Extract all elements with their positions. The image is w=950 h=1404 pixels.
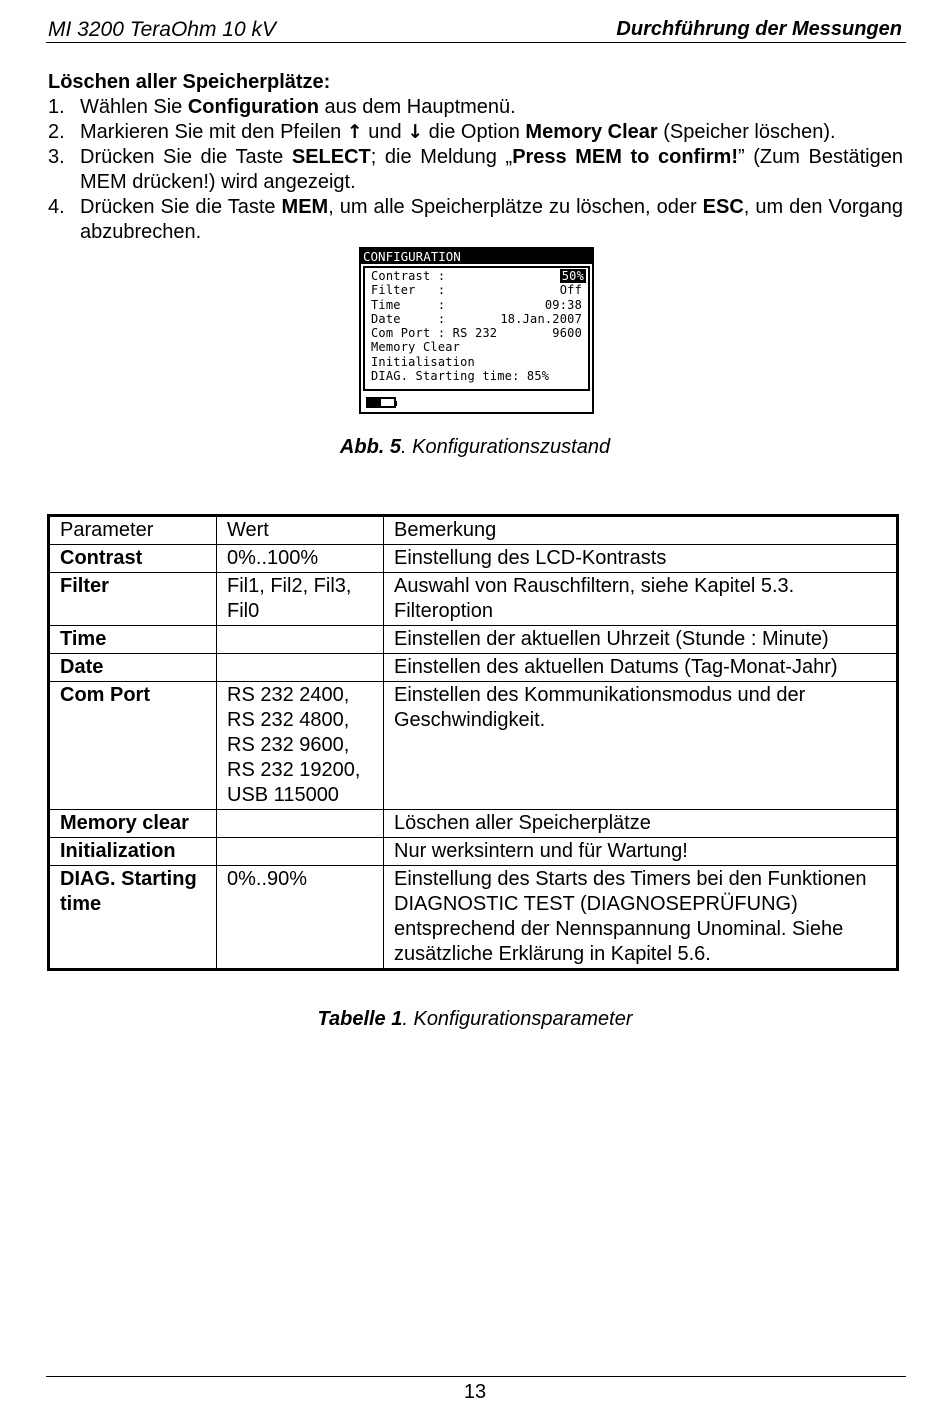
table-cell-value: RS 232 2400, RS 232 4800, RS 232 9600, RS 232 19200, USB 115000 [217, 682, 384, 810]
step-item [48, 145, 903, 195]
step-text: Markieren Sie mit den Pfeilen [80, 121, 347, 143]
table-caption-label: Tabelle 1 [317, 1008, 403, 1030]
table-cell-param: Filter [49, 573, 217, 626]
lcd-row-label: Initialisation [371, 354, 475, 369]
table-cell-remark: Nur werksintern und für Wartung! [384, 838, 898, 866]
lcd-row-value: 50% [561, 269, 584, 283]
battery-level [368, 399, 381, 406]
lcd-row-diag [371, 369, 588, 383]
config-parameters-table [47, 514, 899, 971]
table-cell-remark: Einstellung des Starts des Timers bei den Funktionen DIAGNOSTIC TEST (DIAGNOSEPRÜFUNG) entsprechend der Nennspannung Unominal. Siehe zusätzliche Erklärung in Kapitel 5.6. [384, 866, 898, 970]
step-text: und [362, 121, 408, 143]
battery-tip [394, 401, 397, 406]
table-cell-value [217, 626, 384, 654]
table-header-cell: Wert [217, 516, 384, 545]
step-text: aus dem Hauptmenü. [318, 96, 516, 118]
step-item [48, 95, 903, 120]
lcd-row-contrast [371, 269, 588, 283]
step-number: 4. [48, 196, 65, 218]
steps-list [48, 95, 903, 245]
table-cell-param: Date [49, 654, 217, 682]
table-cell-remark: Einstellen des aktuellen Datums (Tag-Monat-Jahr) [384, 654, 898, 682]
table-caption [0, 1008, 950, 1031]
step-text: , um alle Speicherplätze zu löschen, oder [328, 196, 703, 218]
table-cell-value: Fil1, Fil2, Fil3, Fil0 [217, 573, 384, 626]
step-number: 3. [48, 146, 65, 168]
lcd-row-value: Off [559, 283, 582, 298]
step-number: 2. [48, 121, 65, 143]
lcd-row-label: Time : [371, 297, 446, 312]
step-item [48, 195, 903, 245]
table-cell-remark: Einstellung des LCD-Kontrasts [384, 545, 898, 573]
table-cell-value: 0%..90% [217, 866, 384, 970]
lcd-row-label: DIAG. Starting time: 85% [371, 369, 550, 384]
lcd-title: CONFIGURATION [361, 249, 592, 264]
figure-caption-text: . Konfigurationszustand [401, 436, 611, 458]
table-cell-param: DIAG. Starting time [49, 866, 217, 970]
step-text: ; die Meldung „ [370, 146, 513, 168]
lcd-row-label: Com Port : RS 232 [371, 326, 498, 341]
step-keyword: Configuration [187, 96, 319, 118]
table-row [49, 573, 898, 626]
lcd-row-memory-clear [371, 340, 588, 354]
step-keyword: ESC [702, 196, 744, 218]
figure-caption [0, 436, 950, 459]
table-cell-value: 0%..100% [217, 545, 384, 573]
lcd-row-label: Date : [371, 311, 446, 326]
table-cell-param: Time [49, 626, 217, 654]
lcd-row-value: 09:38 [544, 297, 582, 312]
table-row [49, 626, 898, 654]
lcd-row-time [371, 298, 588, 312]
arrow-up-icon: ↑ [346, 121, 363, 143]
page-header [46, 18, 906, 43]
step-number: 1. [48, 96, 65, 118]
instructions-section [48, 70, 903, 245]
figure-caption-label: Abb. 5 [339, 436, 402, 458]
table-cell-remark: Auswahl von Rauschfiltern, siehe Kapitel 5.3. Filteroption [384, 573, 898, 626]
arrow-down-icon: ↓ [407, 121, 424, 143]
step-keyword: Memory Clear [525, 121, 658, 143]
lcd-row-value: 9600 [552, 326, 582, 341]
step-text: , um den Vorgang abzubrechen. [80, 196, 903, 243]
step-text: (Speicher löschen). [657, 121, 836, 143]
lcd-row-value: 18.Jan.2007 [500, 311, 582, 326]
battery-icon [366, 397, 396, 408]
lcd-row-label: Filter : [371, 283, 446, 298]
section-title: Löschen aller Speicherplätze: [48, 71, 331, 93]
step-keyword: MEM [281, 196, 329, 218]
lcd-row-com-port [371, 326, 588, 340]
step-keyword: SELECT [291, 146, 371, 168]
step-text: ” (Zum Bestätigen MEM drücken!) wird angezeigt. [80, 146, 903, 193]
page-number: 13 [463, 1381, 487, 1403]
table-header-cell: Parameter [49, 516, 217, 545]
step-text: Drücken Sie die Taste [80, 196, 282, 218]
step-text: Drücken Sie die Taste [80, 146, 292, 168]
table-cell-param: Contrast [49, 545, 217, 573]
step-text: die Option [423, 121, 526, 143]
footer-rule [46, 1376, 906, 1377]
table-row [49, 682, 898, 810]
table-caption-text: . Konfigurationsparameter [402, 1008, 633, 1030]
table-row [49, 810, 898, 838]
table-row [49, 866, 898, 970]
step-text: Wählen Sie [80, 96, 188, 118]
table-cell-remark: Einstellen des Kommunikationsmodus und der Geschwindigkeit. [384, 682, 898, 810]
lcd-row-label: Contrast : [371, 269, 446, 283]
step-item [48, 120, 903, 145]
header-product-title: MI 3200 TeraOhm 10 kV [48, 18, 277, 41]
table-header-row [49, 516, 898, 545]
table-cell-param: Memory clear [49, 810, 217, 838]
lcd-row-date [371, 312, 588, 326]
table-cell-param: Com Port [49, 682, 217, 810]
lcd-row-filter [371, 283, 588, 297]
table-cell-param: Initialization [49, 838, 217, 866]
table-cell-remark: Löschen aller Speicherplätze [384, 810, 898, 838]
table-cell-value [217, 838, 384, 866]
table-cell-value [217, 654, 384, 682]
lcd-menu [363, 266, 590, 391]
lcd-row-label: Memory Clear [371, 340, 461, 355]
lcd-configuration-screen [359, 247, 594, 414]
table-row [49, 654, 898, 682]
table-row [49, 838, 898, 866]
table-cell-value [217, 810, 384, 838]
header-chapter-title: Durchführung der Messungen [616, 18, 902, 40]
table-cell-remark: Einstellen der aktuellen Uhrzeit (Stunde : Minute) [384, 626, 898, 654]
table-row [49, 545, 898, 573]
step-keyword: Press MEM to confirm! [512, 146, 738, 168]
table-header-cell: Bemerkung [384, 516, 898, 545]
lcd-row-initialisation [371, 355, 588, 369]
